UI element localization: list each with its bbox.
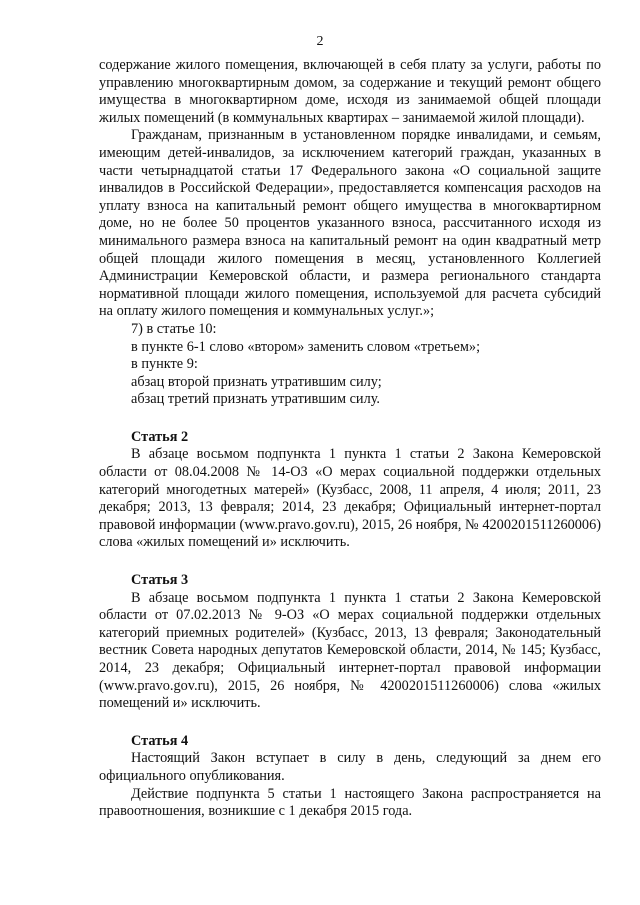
article-2-heading: Статья 2 <box>131 428 189 445</box>
document-body <box>99 57 601 821</box>
list-item: абзац третий признать утратившим силу. <box>131 391 380 408</box>
article-3-heading: Статья 3 <box>131 572 189 589</box>
list-item: в пункте 9: <box>131 356 198 373</box>
paragraph-compensation: Гражданам, признанным в установленном порядке инвалидами, и семьям, имеющим детей-инвалидов, за исключением категорий граждан, указанных в части четырнадцатой статьи 17 Федерального закона «О социальной защите инвалидов в Российской Федерации», предоставляется компенсация расходов на уплату взноса на капитальный ремонт общего имущества в многоквартирном доме, но не более 50 процентов указанного взноса, рассчитанного исходя из минимального размера взноса на капитальный ремонт на один квадратный метр общей площади жилого помещения в месяц, установленного Коллегией Администрации Кемеровской области, и размера регионального стандарта нормативной площади жилого помещения, используемой для расчета субсидий на оплату жилого помещения и коммунальных услуг.»; <box>99 127 601 320</box>
list-item: в пункте 6-1 слово «втором» заменить словом «третьем»; <box>131 338 481 355</box>
article-4-heading: Статья 4 <box>131 732 189 749</box>
article-4-paragraph-2: Действие подпункта 5 статьи 1 настоящего Закона распространяется на правоотношения, возникшие с 1 декабря 2015 года. <box>99 785 601 820</box>
paragraph-continuation: содержание жилого помещения, включающей в себя плату за услуги, работы по управлению многоквартирным домом, за содержание и текущий ремонт общего имущества в многоквартирном доме, исходя из занимаемой общей площади жилых помещений (в коммунальных квартирах – занимаемой жилой площади). <box>99 57 601 126</box>
article-3-text: В абзаце восьмом подпункта 1 пункта 1 статьи 2 Закона Кемеровской области от 07.02.2013 № 9-ОЗ «О мерах социальной поддержки отдельных категорий приемных родителей» (Кузбасс, 2013, 13 февраля; Законодательный вестник Совета народных депутатов Кемеровской области, 2014, № 145; Кузбасс, 2014, 23 декабря; Официальный интернет-портал правовой информации (www.pravo.gov.ru), 2015, 26 ноября, № 4200201511260006) слова «жилых помещений и» исключить. <box>99 589 601 712</box>
list-item: 7) в статье 10: <box>131 320 217 337</box>
page-number: 2 <box>316 34 324 49</box>
list-item: абзац второй признать утратившим силу; <box>131 373 382 390</box>
article-4-paragraph-1: Настоящий Закон вступает в силу в день, следующий за днем его официального опубликования. <box>99 750 601 784</box>
article-2-text: В абзаце восьмом подпункта 1 пункта 1 статьи 2 Закона Кемеровской области от 08.04.2008 № 14-ОЗ «О мерах социальной поддержки отдельных категорий многодетных матерей» (Кузбасс, 2008, 11 апреля, 4 июля; 2011, 23 декабря; 2013, 13 февраля; 2014, 23 декабря; Официальный интернет-портал правовой информации (www.pravo.gov.ru), 2015, 26 ноября, № 4200201511260006) слова «жилых помещений и» исключить. <box>99 446 601 551</box>
